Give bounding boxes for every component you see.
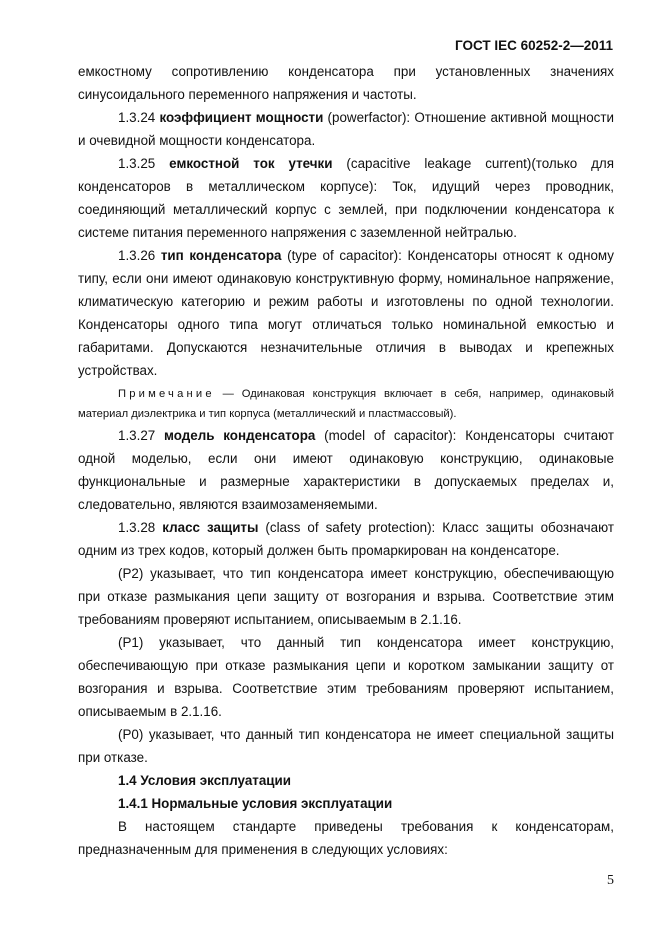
term-1-3-28: [78, 516, 614, 562]
term-number: 1.3.24: [118, 110, 156, 125]
section-heading-1-4-1: 1.4.1 Нормальные условия эксплуатации: [118, 796, 393, 811]
document-body: [78, 60, 614, 861]
note-text: — Одинаковая конструкция включает в себя, например, одинаковый материал диэлектрика и тип корпуса (металлический и пластмассовый).: [78, 388, 614, 420]
term-1-3-26: [78, 244, 614, 382]
page-number: 5: [607, 873, 614, 888]
note-paragraph: [78, 384, 614, 424]
term-name: коэффициент мощности: [159, 110, 324, 125]
continuation-paragraph: емкостному сопротивлению конденсатора при установленных значениях синусоидального переменного напряжения и частоты.: [78, 64, 614, 102]
term-1-3-27: [78, 424, 614, 516]
note-label: Примечание: [118, 388, 215, 400]
term-name: класс защиты: [162, 520, 259, 535]
term-name: модель конденсатора: [164, 428, 316, 443]
section-heading-1-4: 1.4 Условия эксплуатации: [118, 773, 291, 788]
protection-class-p0: (P0) указывает, что данный тип конденсатора не имеет специальной защиты при отказе.: [78, 727, 614, 765]
term-definition: (powerfactor): Отношение активной мощности и очевидной мощности конденсатора.: [78, 110, 614, 148]
term-1-3-24: [78, 106, 614, 152]
term-definition: (type of capacitor): Конденсаторы относят к одному типу, если они имеют одинаковую конструктивную форму, номинальное напряжение, климатическую категорию и режим работы и изготовлены по одной технологии. Конденсаторы одного типа могут отличаться только номинальной емкостью и габаритами. Допускаются незначительные отличия в выводах и крепежных устройствах.: [78, 248, 614, 378]
document-header: ГОСТ IEC 60252-2—2011: [455, 38, 613, 53]
term-name: тип конденсатора: [160, 248, 282, 263]
term-number: 1.3.28: [118, 520, 156, 535]
protection-class-p1: (P1) указывает, что данный тип конденсатора имеет конструкцию, обеспечивающую при отказе размыкания цепи и коротком замыкании защиту от возгорания и взрыва. Соответствие этим требованиям проверяют испытанием, описываемым в 2.1.16.: [78, 635, 614, 719]
term-definition: (class of safety protection): Класс защиты обозначают одним из трех кодов, который должен быть промаркирован на конденсаторе.: [78, 520, 614, 558]
term-name: емкостной ток утечки: [169, 156, 333, 171]
term-number: 1.3.27: [118, 428, 156, 443]
term-1-3-25: [78, 152, 614, 244]
term-definition: (model of capacitor): Конденсаторы считают одной моделью, если они имеют одинаковую конструкцию, одинаковые функциональные и размерные характеристики в допускаемых пределах и, следовательно, являются взаимозаменяемыми.: [78, 428, 614, 512]
term-number: 1.3.25: [118, 156, 156, 171]
term-definition: (capacitive leakage current)(только для конденсаторов в металлическом корпусе): Ток, идущий через проводник, соединяющий металлический корпус с землей, при подключении конденсатора к системе питания переменного напряжения с заземленной нейтралью.: [78, 156, 614, 240]
final-paragraph: В настоящем стандарте приведены требования к конденсаторам, предназначенным для применения в следующих условиях:: [78, 819, 614, 857]
term-number: 1.3.26: [118, 248, 156, 263]
protection-class-p2: (P2) указывает, что тип конденсатора имеет конструкцию, обеспечивающую при отказе размыкания цепи защиту от возгорания и взрыва. Соответствие этим требованиям проверяют испытанием, описываемым в 2.1.16.: [78, 566, 614, 627]
